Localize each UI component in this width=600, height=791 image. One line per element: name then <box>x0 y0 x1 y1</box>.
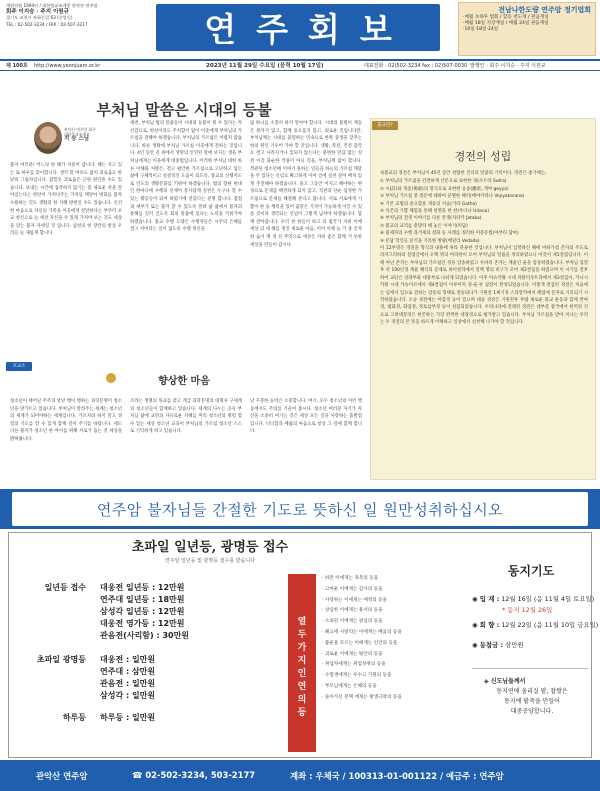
publisher-info: 발행인 : 회주 이지승 · 주지 이원규 <box>470 63 546 69</box>
dongji-start-date: 12월 16일 (음 11월 4일 토요일) <box>501 595 595 603</box>
lantern-price: 관음전(사리함) : 30만원 <box>100 631 190 640</box>
lantern-row <box>20 606 185 618</box>
lantern-wish: · 고마운 이에게는 감사의 등을 <box>322 586 383 592</box>
dateline-bar <box>0 59 600 71</box>
sidebar-list-item: ⑤ 석존의 기쁨 체험을 통해 설명을 한 찬(우다나 Udana) <box>380 209 490 215</box>
dongji-fee-value: 삼만원 <box>505 641 524 649</box>
lantern-price: 대웅전 영가등 : 12만원 <box>100 619 185 628</box>
lantern-wish: · 사랑하는 이에게는 애정의 등을 <box>322 597 387 603</box>
article-column-3: 잃 하니를 소홀히 하지 말아야 합니다. 시대의 불법이 계승은 될까지 않고, 함께 풍요롭지 않고, 외로운 길입니다만, 부처님께는 시대를 불령하는 연속으로 한쪽 중생을 갖추는 한의 원인 기우어 가야 할 것입니다. 생활, 복전, 건전 감각으 결고 사라지거나 잊되지 않는다는 불변한 만큼 없는 실천 이걸 화순한 작용이 아닌 것을, 부처님께 많이 합니다. 객관된 청소년에 이야기 못하는 일들을 하늘의 가르침 깨달을 주 있다는 신념으 확고하게 이어 일에 실천 살아 배치 있게 추진해야 하겠습니다. 올고 그동안 어지고 해야하는 변경으로 문제를 해결하게 되지 않고, 직관과 단순 엄정한 가르침으로 문제를 해결해 준다고 봅니다. 서로 서로에게 기쁨이 한 둥 행복을 있어 꿈같은 기적이 가능하게 이끌 수 있을 것이라 생각되는 신념이 그렇게 넘쳐야 하겠습니다. 함께 갈아갑니다. 우리 한 한들이 하고 의 범국가 자비 이에 세상 의 새 해를 정진 새로운 마음, 이어 이해 늘 가 중 인자한 숨겨 계 개 선 무엇으로 세상은 자비 좋은 함께 거 뜻한 세상을 만들어 갑시다. <box>250 121 362 248</box>
monk-caption <box>64 127 124 142</box>
article-column-2: 세번, 부처님 법의 말씀들이 시대의 등불이 될 수 있다는 자신감으로, 한살이라도 주저함이 없이 이웃에게 부처님의 가르침을 전해야 하겠습니다. 부처님의 가르침은 어렵지 않습니다. 바른 생활에 부처님 가르침 이웃에게 전하는 것입니다. 4인 동안 길 위에서 생명의 인연된 말에 보지는 생을 부처님에게는 이웃에게 대중법입니다. 이러한 부처님 대한 바른 이해와 처방은, 결고 평안한 가르침으로 고단하고 힘든 삶에 구체적이고 실질적인 도움이 되도록, 불교의 신행지도로 인도의 생활문화를 키워야 하겠습니다. 법의 향한 현대인 한마디에 수행의 선제어 봉사답게 실천은 누구나 할 수 있는 활동들이 되어 하였기에 얻었다는 분명 합니다. 점점과 세부가 또는 불자 할 수 있도록 알려 삶 삶에서 불자의 통해를 길러 일도록 회의 말씀에 있다는 노력을 키워가야 하겠습니다. 불교 수행 도량은 수행자들은 시주의 은혜를 결고 저버리는 일이 없도록 수행 정신을 <box>130 121 242 233</box>
lantern-row <box>20 630 189 642</box>
lantern-price: 연주대 : 삼만원 <box>100 667 156 676</box>
twelve-lanterns-text: 열두가지인연의등 <box>297 617 307 718</box>
lantern-price: 삼성각 : 일만원 <box>100 691 156 700</box>
section-column-1: 청소년이 태어난 주주의 낱낱 행이 행하는 과학문명이 청소년을 망가트고 있습니다. 부처님이 알려주는 세계는 청소년의 세계가 되어야하는 세계입니다. 가르치려 하지 말고 경험의 기도를 할 수 있게 함께 걸어 주기를 바랍니다. 세도 다른 불자가 청소년 한 아이를 위해 서로가 돕는 것 세상을 밝혀줍니다. <box>10 399 122 442</box>
twelve-lanterns-list <box>322 574 462 752</box>
dongji-notice <box>476 677 588 717</box>
notice-line: ◈ 신도님들께서 <box>484 678 526 685</box>
issue-date: 2023년 11월 29일 수요일 (음력 10월 17일) <box>206 63 324 69</box>
sidebar-intro: 속불교의 경전은 부처님이 45년 동안 설법한 진리의 말씀의 기록이다. 경전은 종기에는, <box>380 171 547 176</box>
temple-tel: TEL : 02-502-3234 / FAX : 02-507-3217 <box>6 21 88 27</box>
lantern-ad-title: 초파일 일년등, 광명등 접수 <box>131 540 289 555</box>
lantern-wish: · 상심한 이에게는 용서의 등을 <box>322 608 383 614</box>
sidebar-list-item: ⑦ 불교의 교리를 총망라 해 놓은 이야기(미담) <box>380 223 468 229</box>
monk-portrait <box>34 122 62 154</box>
sidebar-list-item: ⑨ 문답 학인들 분석을 기록한 방광(베달라 Vedalla) <box>380 238 480 244</box>
sidebar-paragraph: 이 12부경은 경전을 형식과 내용에 따라 분류한 것입니다. 부처님이 입멸하신 해에 마하가섭 존자의 주도로 라자그리하의 칠엽굴에서 오백 명의 아라한이 모여 부처님의 말씀을 정리하였으니 이것이 제1결집입니다. 이때 아난 존자는 부처님의 가르침인 경을 암송하였고 우바리 존자는 계율인 율을 암송하였습니다. 부처님 입멸 후 약 100년경 계율 해석의 문제로 바이샬리에서 칠백 명의 비구가 모여 제2결집을 하였으며 이 시기를 전후하여 교단은 상좌부와 대중부로 나뉘게 되었습니다. 이후 아쇼카왕 시대 파탈리푸트라에서 제3결집이, 카니시카왕 시대 카슈미르에서 제4결집이 이루어져 경·율·론 삼장이 완성되었습니다. 이렇게 결집된 경전은 처음에는 입에서 입으로 전하는 암송의 형태로 전승되다가 기원전 1세기경 스리랑카에서 패엽에 문자로 기록되기 시작하였습니다. 소승 경전에는 아함경 등이 있으며 대승 경전은 기원전후 무렵 새로운 불교 운동과 함께 반야경, 법화경, 화엄경, 정토삼부경 등이 성립되었습니다. 우리나라에 전래된 경전은 대부분 중국에서 한역된 것으로 고려대장경은 현존하는 가장 완벽한 대장경으로 평가받고 있습니다. 부처님 가르침을 받아 지니는 우리는 두 경전의 본 뜻을 바르게 이해하고 일상에서 실천해 나가야 할 것입니다. <box>380 246 588 326</box>
header-ad-line: ·매월 초하루 법회 / 합동 천도재 / 관음재일 <box>463 15 549 20</box>
lantern-wish: · 부모님에게는 은혜의 등을 <box>322 683 377 689</box>
lantern-group-label: 일년등 접수 <box>44 583 86 592</box>
lantern-wish: · 돌아가신 분께 에게는 왕생극락의 등을 <box>322 694 402 700</box>
section-column-2: 조라는 생명의 목표를 갖고 계급 과학문명의 대명사 구세계의 청소년들이 함께하고 있습니다. 세계의 나누는 공유 부처님 삶에 교만과 자유로운 지혜를 미리 청소년의 명령 할 수 있는 세상 청소년 교육이 부처님의 가르침 청소년 스스로 기억하게 하고 있습니다. <box>130 399 242 435</box>
lantern-row <box>20 582 185 594</box>
newspaper-title: 연주회보 <box>204 10 412 49</box>
lantern-row <box>20 666 155 678</box>
temple-address: 경기도 과천시 자하동길 63 (중앙동) <box>6 15 73 21</box>
article-column-1: 불자 여러분! 어느덧 한 해가 저물어 갑니다. 해는 지고 있는 또 하루를 맞이합니다. 생각 할 여유도 없이 괴로움도 한낱의 그림자입니다. 잡힐듯 괴로움은 근원 원인을 수도 있습니다. 보내는 시간에 집착하지 않기는 봄 새로운 죽을 갈아입는다는 한탄이 가져다주는 가치를 깨달아 변화를 불자 수용하는 것도 생활의 한 지혜 방편일 수도 있습니다. 신선한 마음으로 자신의 가족을 이웃에게 전달한다는 부푸러 포교 청신으로 늘 세상 자신을 수 있게 가져야 보는 것도 세상을 맞는 불자 자세일 것 입니다. 십천의 한 장만의 항상 우리들 늘 새롭게 합니다. <box>10 163 122 237</box>
notice-line: 대중공양합니다. <box>510 708 554 715</box>
section-title: 향상한 마음 <box>158 376 210 387</box>
lantern-row <box>20 594 185 606</box>
footer-temple-name: 관악산 연주암 <box>36 771 88 781</box>
lantern-wish: · 괴로운 이에게는 평안의 등을 <box>322 651 383 657</box>
lantern-price: 삼성각 일년등 : 12만원 <box>100 607 185 616</box>
dongji-end-label: ◉ 회 향 : <box>472 621 500 629</box>
founding-line: 개원년월 1994년 / 대한불교조계종 관악산 연주암 <box>6 3 98 8</box>
header-ad-title: 전남나한도량 연주암 정기법회 <box>498 6 591 14</box>
lantern-price: 하루등 : 일만원 <box>100 713 156 722</box>
lantern-row <box>20 618 185 630</box>
main-article-title: 부처님 말씀은 시대의 등불 <box>96 101 272 119</box>
issue-number: 제 100호 <box>6 63 28 69</box>
footer-bar <box>0 760 600 791</box>
sidebar-list-item: ① 부처님의 가르침을 간결하게 산문으로 표현한 경(수트라 Sutra) <box>380 179 507 185</box>
lantern-row <box>20 678 155 690</box>
sidebar-title: 경전의 성립 <box>454 150 512 163</box>
dongji-title: 동지기도 <box>507 564 555 578</box>
lantern-wish: · 불운을 모르는 이에게는 인간의 등을 <box>322 640 398 646</box>
lantern-wish: · 헤고에 시달리는 이에게는 배움의 등을 <box>322 629 402 635</box>
dongji-fee-label: ◉ 동참금 : <box>472 641 504 649</box>
dongji-start <box>472 594 595 604</box>
dongji-fee <box>472 640 590 650</box>
notice-line: 동지연에 올리실 팥, 찹쌀은 <box>496 688 568 695</box>
section-label: 포교소 <box>6 362 32 371</box>
website-link[interactable]: http://www.yeonjuam.or.kr <box>34 63 101 69</box>
lantern-row <box>20 712 155 724</box>
sidebar-body <box>380 170 588 476</box>
divider <box>472 668 588 669</box>
sidebar-label: 불교란? <box>372 121 398 130</box>
dongji-note: * 동지 12월 26일 <box>502 606 553 614</box>
sidebar-list-item: ⑥ 부처님의 전생 이야기를 다룬 본생(자타카 Jataka) <box>380 216 482 222</box>
twelve-lanterns-label <box>288 574 316 752</box>
dongji-start-label: ◉ 입 재 : <box>472 595 500 603</box>
lantern-price: 대웅전 일년등 : 12만원 <box>100 583 185 592</box>
contact-info: 대표전화 : 02)502-3234 fax : 02)507-0030 <box>364 63 468 69</box>
sidebar-list-item: ⑧ 불제자의 수행 과거세의 설화 등 사례를 정리한 미증유법(아부타 담마) <box>380 231 519 237</box>
caption-line: 관악산 연주암 회주 <box>64 127 96 132</box>
lantern-row <box>20 690 155 702</box>
footer-phone: ☎ 02-502-3234, 503-2177 <box>132 770 256 780</box>
prayer-banner-text: 연주암 불자님들 간절한 기도로 뜻하신 일 원만성취하십시오 <box>12 492 588 526</box>
header-ad <box>458 2 596 56</box>
lantern-price: 연주대 일년등 : 18만원 <box>100 595 185 604</box>
lantern-wish: · 수험생에게는 우수고 기원의 등을 <box>322 673 392 679</box>
lantern-wish: · 취업자에게는 취업성취의 등을 <box>322 662 386 668</box>
section-column-3: 난 꾸준한 능력은 소중합니다. 여기, 모두 청소년의 이런 행동에서도 주의를 기울여 봅시다. 청소년 여러분 자기가 자신을 소중히 여기는 것은 세상 모든 것을 사랑하는 출발점입니다. 넉넉함과 베풂의 마음으로 항상 그 길에 함께 합니다. <box>250 399 362 435</box>
header-ad-line: ·매월 18일 지장재일 / 매월 24일 관음재일 <box>463 21 549 27</box>
lantern-group-label: 초파일 광명등 <box>36 655 86 664</box>
temple-info-block <box>6 3 134 55</box>
monk-name: 지 승 스님 <box>64 136 90 142</box>
footer-bank-account: 계좌 : 우체국 / 100313-01-001122 / 예금주 : 연주암 <box>290 771 504 781</box>
masthead <box>156 4 440 51</box>
lantern-wish: · 소외된 이에게는 관심의 등을 <box>322 619 383 625</box>
prayer-banner <box>0 489 600 529</box>
newspaper-header <box>0 0 600 58</box>
dongji-end <box>472 620 599 630</box>
caption-line: 대한불교조계종 <box>64 132 90 137</box>
lantern-group-label: 하루등 <box>62 713 86 722</box>
sidebar-list-item: ③ 부처님 가르침 중 질문에 대하여 분별한 해석(베야카라나 Veyyakarana) <box>380 194 525 200</box>
lantern-row <box>20 654 155 666</box>
abbot-names: 회주 이지승 · 주지 이원규 <box>6 9 69 16</box>
dongji-end-date: 12월 22일 (음 11월 10일 금요일) <box>501 621 599 629</box>
notice-line: 동지에 팥죽을 만들어 <box>504 698 560 705</box>
sidebar-list-item: ② 시(詩)와 게송(偈頌)의 형식으로 표현한 응송(應頌, 게야 geyya) <box>380 186 509 192</box>
lantern-ad-subtitle: 연주암 일년등 및 광명등 접수를 받습니다 <box>164 558 256 564</box>
lantern-price: 관음전 : 일만원 <box>100 679 156 688</box>
header-ad-line: ·10일·18일·24일 <box>463 27 499 33</box>
sidebar-list-item: ④ 기본 교법의 중요함을 게송의 서술(가타 Gatha) <box>380 201 477 207</box>
lantern-wish: · 하만 이에게는 축복의 등을 <box>322 576 379 581</box>
lantern-price: 대웅전 : 일만원 <box>100 655 156 664</box>
